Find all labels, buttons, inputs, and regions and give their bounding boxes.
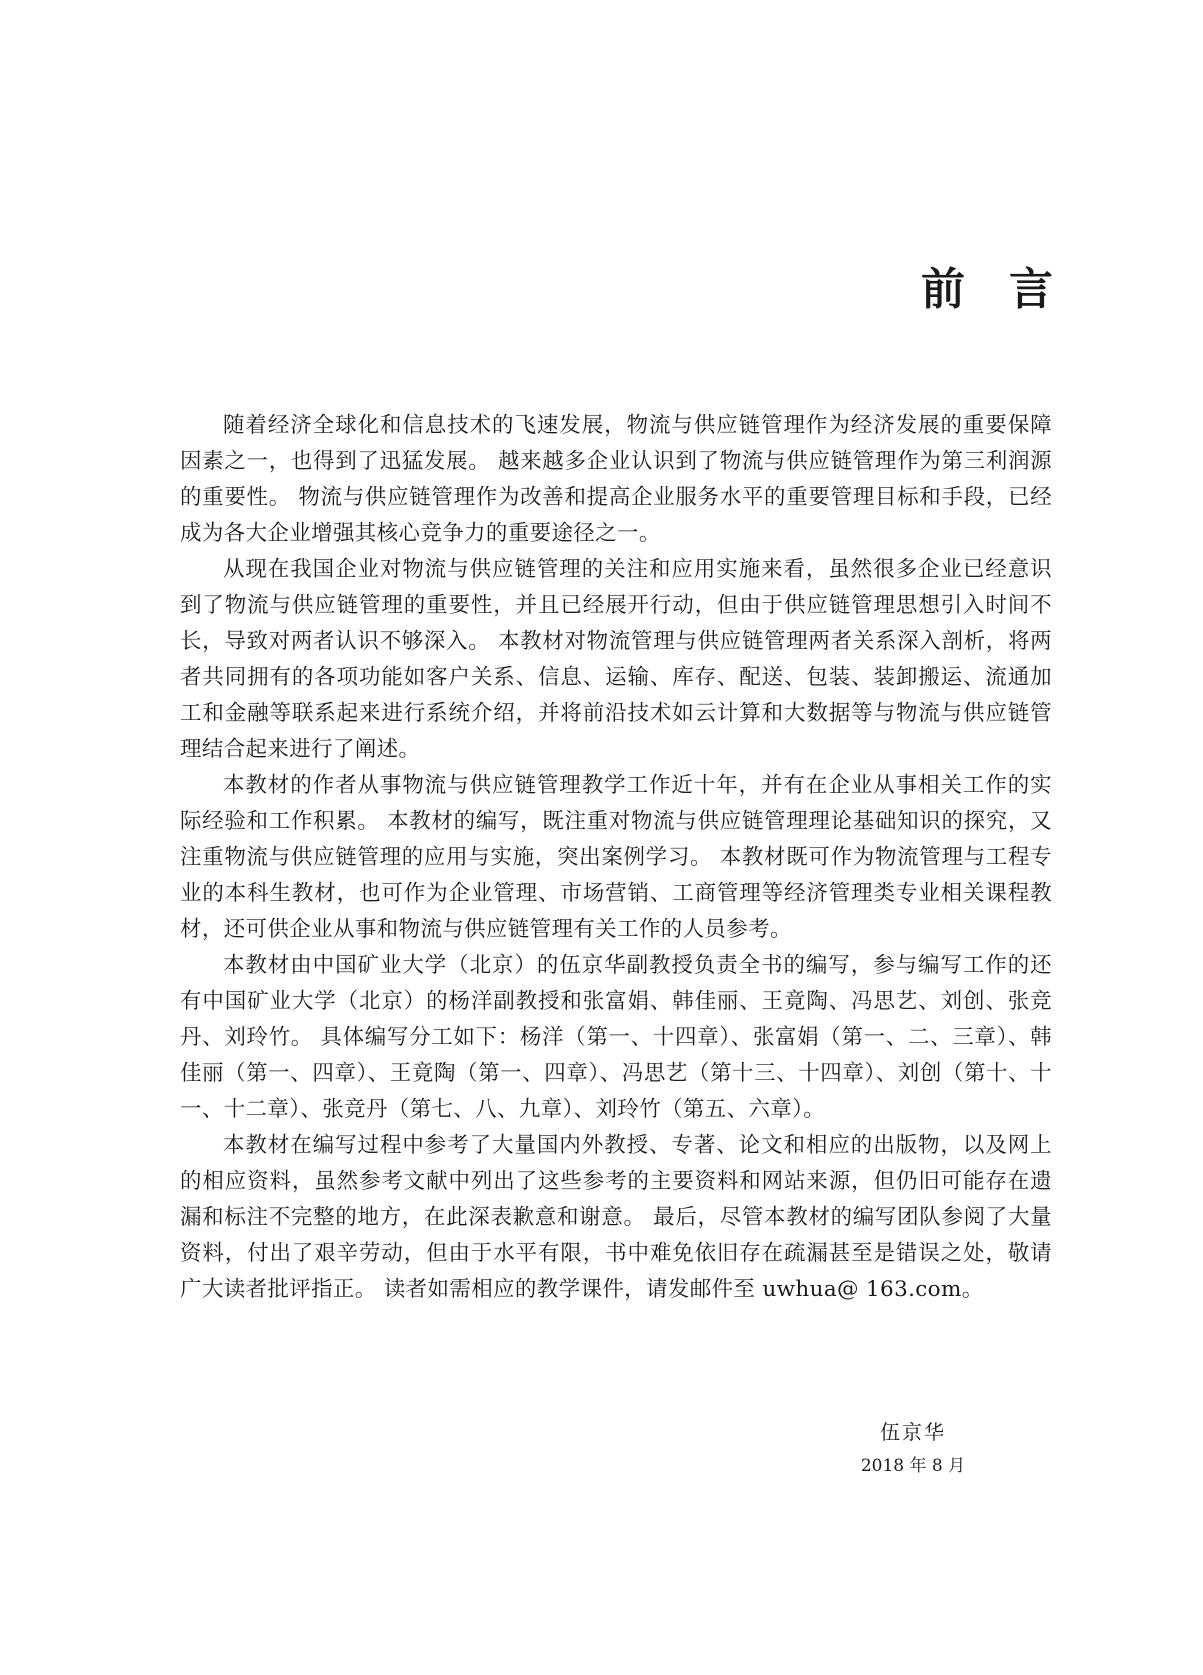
- paragraph-3: 本教材的作者从事物流与供应链管理教学工作近十年，并有在企业从事相关工作的实际经验和工作积累。 本教材的编写，既注重对物流与供应链管理理论基础知识的探究，又注重物流与供应链管理的应用与实施，突出案例学习。 本教材既可作为物流管理与工程专业的本科生教材，也可作为企业管理、市场营销、工商管理等经济管理类专业相关课程教材，还可供企业从事和物流与供应链管理有关工作的人员参考。: [180, 773, 1052, 942]
- preface-body: [180, 408, 1052, 1308]
- title-char-2: 言: [1009, 264, 1053, 315]
- paragraph-1: 随着经济全球化和信息技术的飞速发展，物流与供应链管理作为经济发展的重要保障因素之一，也得到了迅猛发展。 越来越多企业认识到了物流与供应链管理作为第三利润源的重要性。 物流与供应链管理作为改善和提高企业服务水平的重要管理目标和手段，已经成为各大企业增强其核心竞争力的重要途径之一。: [180, 413, 1052, 546]
- signature-date: 2018 年 8 月: [860, 1456, 966, 1476]
- author-name: 伍京华: [880, 1420, 946, 1444]
- title-char-1: 前: [921, 264, 1009, 315]
- page-title: [921, 262, 1053, 318]
- paragraph-5: 本教材在编写过程中参考了大量国内外教授、专著、论文和相应的出版物，以及网上的相应资料，虽然参考文献中列出了这些参考的主要资料和网站来源，但仍旧可能存在遗漏和标注不完整的地方，在此深表歉意和谢意。 最后，尽管本教材的编写团队参阅了大量资料，付出了艰辛劳动，但由于水平有限，书中难免依旧存在疏漏甚至是错误之处，敬请广大读者批评指正。 读者如需相应的教学课件，请发邮件至 uwhua@ 163.com。: [180, 1133, 1052, 1302]
- signature-block: [813, 1418, 1013, 1478]
- paragraph-2: 从现在我国企业对物流与供应链管理的关注和应用实施来看，虽然很多企业已经意识到了物流与供应链管理的重要性，并且已经展开行动，但由于供应链管理思想引入时间不长，导致对两者认识不够深入。 本教材对物流管理与供应链管理两者关系深入剖析，将两者共同拥有的各项功能如客户关系、信息、运输、库存、配送、包装、装卸搬运、流通加工和金融等联系起来进行系统介绍，并将前沿技术如云计算和大数据等与物流与供应链管理结合起来进行了阐述。: [180, 557, 1052, 762]
- paragraph-4: 本教材由中国矿业大学（北京）的伍京华副教授负责全书的编写，参与编写工作的还有中国矿业大学（北京）的杨洋副教授和张富娟、韩佳丽、王竟陶、冯思艺、刘创、张竞丹、刘玲竹。 具体编写分工如下：杨洋（第一、十四章）、张富娟（第一、二、三章）、韩佳丽（第一、四章）、王竟陶（第一、四章）、冯思艺（第十三、十四章）、刘创（第十、十一、十二章）、张竞丹（第七、八、九章）、刘玲竹（第五、六章）。: [180, 953, 1052, 1122]
